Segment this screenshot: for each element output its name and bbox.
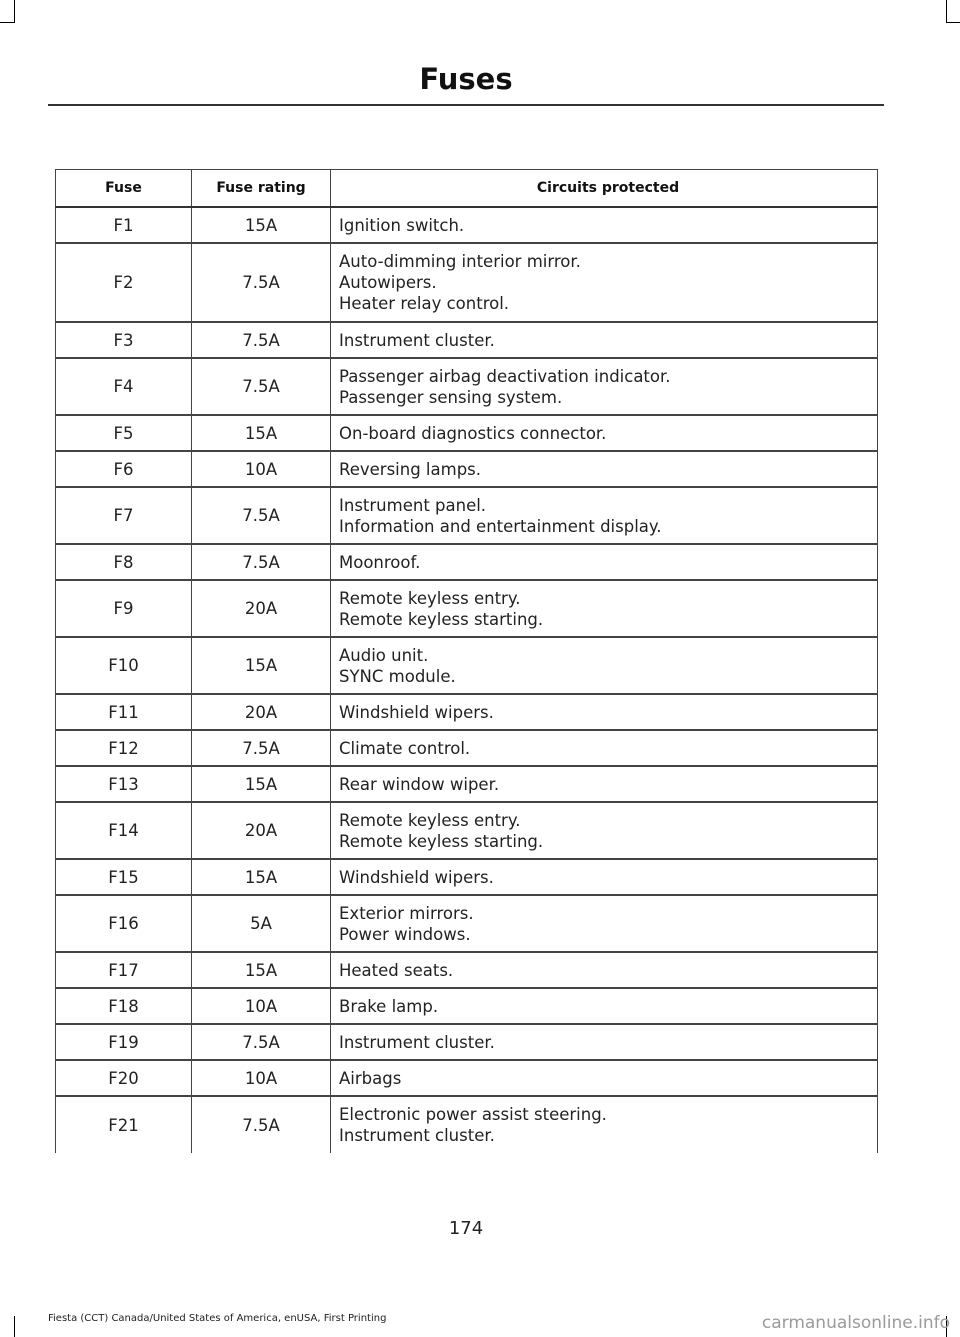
fuse-id-cell: F15	[56, 859, 192, 895]
fuse-id-cell: F2	[56, 243, 192, 322]
crop-mark	[946, 22, 960, 23]
circuit-line: Power windows.	[339, 924, 471, 944]
circuit-line: Instrument cluster.	[339, 1126, 495, 1145]
footer-text: Fiesta (CCT) Canada/United States of America, enUSA, First Printing	[48, 1313, 387, 1324]
fuse-rating-cell: 15A	[192, 766, 331, 802]
fuse-rating-cell: 20A	[192, 694, 331, 730]
circuit-line: Moonroof.	[339, 552, 421, 572]
circuits-protected-cell	[331, 859, 878, 895]
fuse-rating-cell: 5A	[192, 895, 331, 952]
table-row	[56, 243, 878, 322]
page-number: 174	[448, 1218, 484, 1239]
crop-mark	[0, 22, 15, 23]
fuse-id-cell: F13	[56, 766, 192, 802]
table-row	[56, 487, 878, 544]
circuit-line: Autowipers.	[339, 273, 437, 292]
fuse-id-cell: F11	[56, 694, 192, 730]
circuits-protected-cell	[331, 243, 878, 322]
fuse-rating-cell: 7.5A	[192, 730, 331, 766]
circuit-line: Electronic power assist steering.	[339, 1105, 607, 1124]
column-header-fuse: Fuse	[56, 170, 192, 208]
watermark: carmanualsonline.info	[761, 1313, 950, 1333]
circuits-protected-cell	[331, 358, 878, 415]
fuse-rating-cell: 15A	[192, 952, 331, 988]
fuse-id-cell: F19	[56, 1024, 192, 1060]
circuits-protected-cell	[331, 1060, 878, 1096]
table-row	[56, 859, 878, 895]
table-row	[56, 207, 878, 243]
table-row	[56, 802, 878, 859]
circuits-protected-cell	[331, 952, 878, 988]
circuit-line: Ignition switch.	[339, 215, 465, 235]
fuse-table	[55, 169, 878, 1153]
fuse-rating-cell: 7.5A	[192, 1024, 331, 1060]
fuse-rating-cell: 15A	[192, 637, 331, 694]
fuse-rating-cell: 7.5A	[192, 1096, 331, 1153]
fuse-rating-cell: 10A	[192, 988, 331, 1024]
circuits-protected-cell	[331, 207, 878, 243]
table-row	[56, 952, 878, 988]
column-header-fuse-rating: Fuse rating	[192, 170, 331, 208]
fuse-rating-cell: 7.5A	[192, 487, 331, 544]
fuse-id-cell: F10	[56, 637, 192, 694]
circuit-line: Windshield wipers.	[339, 867, 494, 887]
fuse-id-cell: F1	[56, 207, 192, 243]
table-row	[56, 580, 878, 637]
circuit-line: Heated seats.	[339, 960, 454, 980]
fuse-rating-cell: 7.5A	[192, 322, 331, 358]
table-row	[56, 895, 878, 952]
title-divider	[48, 104, 884, 106]
circuit-line: Remote keyless entry.	[339, 588, 521, 608]
fuse-id-cell: F17	[56, 952, 192, 988]
table-row	[56, 415, 878, 451]
crop-mark	[14, 0, 15, 22]
table-row	[56, 544, 878, 580]
fuse-rating-cell: 20A	[192, 580, 331, 637]
table-row	[56, 358, 878, 415]
circuit-line: Remote keyless entry.	[339, 810, 521, 830]
fuse-id-cell: F16	[56, 895, 192, 952]
circuit-line: Windshield wipers.	[339, 702, 494, 722]
table-row	[56, 1060, 878, 1096]
fuse-id-cell: F7	[56, 487, 192, 544]
circuit-line: Airbags	[339, 1068, 402, 1088]
fuse-id-cell: F8	[56, 544, 192, 580]
table-row	[56, 637, 878, 694]
circuits-protected-cell	[331, 487, 878, 544]
circuits-protected-cell	[331, 895, 878, 952]
circuits-protected-cell	[331, 1024, 878, 1060]
circuit-line: On-board diagnostics connector.	[339, 423, 607, 443]
circuits-protected-cell	[331, 802, 878, 859]
table-header-row	[56, 170, 878, 208]
circuit-line: Passenger sensing system.	[339, 387, 563, 407]
crop-mark	[946, 0, 947, 22]
circuit-line: Instrument cluster.	[339, 330, 495, 350]
circuits-protected-cell	[331, 637, 878, 694]
table-row	[56, 1096, 878, 1153]
circuit-line: Passenger airbag deactivation indicator.	[339, 366, 671, 386]
fuse-id-cell: F21	[56, 1096, 192, 1153]
table-row	[56, 322, 878, 358]
fuse-rating-cell: 20A	[192, 802, 331, 859]
column-header-circuits-protected: Circuits protected	[331, 170, 878, 208]
circuit-line: Auto-dimming interior mirror.	[339, 252, 581, 271]
table-row	[56, 1024, 878, 1060]
circuit-line: Reversing lamps.	[339, 459, 482, 479]
circuit-line: SYNC module.	[339, 666, 456, 686]
fuse-id-cell: F5	[56, 415, 192, 451]
fuse-id-cell: F3	[56, 322, 192, 358]
fuse-id-cell: F6	[56, 451, 192, 487]
circuit-line: Remote keyless starting.	[339, 831, 544, 851]
fuse-rating-cell: 7.5A	[192, 544, 331, 580]
circuits-protected-cell	[331, 580, 878, 637]
table-row	[56, 451, 878, 487]
circuit-line: Instrument cluster.	[339, 1032, 495, 1052]
circuits-protected-cell	[331, 544, 878, 580]
fuse-rating-cell: 7.5A	[192, 243, 331, 322]
fuse-id-cell: F4	[56, 358, 192, 415]
fuse-rating-cell: 7.5A	[192, 358, 331, 415]
circuits-protected-cell	[331, 451, 878, 487]
page-title: Fuses	[419, 62, 513, 96]
circuits-protected-cell	[331, 766, 878, 802]
fuse-id-cell: F14	[56, 802, 192, 859]
circuits-protected-cell	[331, 415, 878, 451]
circuit-line: Exterior mirrors.	[339, 903, 474, 923]
table-row	[56, 694, 878, 730]
fuse-rating-cell: 15A	[192, 415, 331, 451]
table-row	[56, 766, 878, 802]
fuse-id-cell: F20	[56, 1060, 192, 1096]
fuse-rating-cell: 10A	[192, 1060, 331, 1096]
fuse-id-cell: F18	[56, 988, 192, 1024]
fuse-id-cell: F12	[56, 730, 192, 766]
circuit-line: Information and entertainment display.	[339, 516, 662, 536]
circuit-line: Heater relay control.	[339, 294, 510, 313]
circuit-line: Audio unit.	[339, 645, 429, 665]
circuits-protected-cell	[331, 322, 878, 358]
circuits-protected-cell	[331, 694, 878, 730]
circuit-line: Remote keyless starting.	[339, 609, 544, 629]
table-body	[56, 207, 878, 1153]
table-row	[56, 988, 878, 1024]
table-row	[56, 730, 878, 766]
circuits-protected-cell	[331, 988, 878, 1024]
fuse-rating-cell: 15A	[192, 859, 331, 895]
circuit-line: Rear window wiper.	[339, 774, 500, 794]
circuits-protected-cell	[331, 1096, 878, 1153]
circuit-line: Instrument panel.	[339, 495, 487, 515]
circuits-protected-cell	[331, 730, 878, 766]
fuse-id-cell: F9	[56, 580, 192, 637]
crop-mark	[14, 1316, 15, 1337]
circuit-line: Brake lamp.	[339, 996, 439, 1016]
fuse-rating-cell: 10A	[192, 451, 331, 487]
circuit-line: Climate control.	[339, 738, 471, 758]
fuse-rating-cell: 15A	[192, 207, 331, 243]
